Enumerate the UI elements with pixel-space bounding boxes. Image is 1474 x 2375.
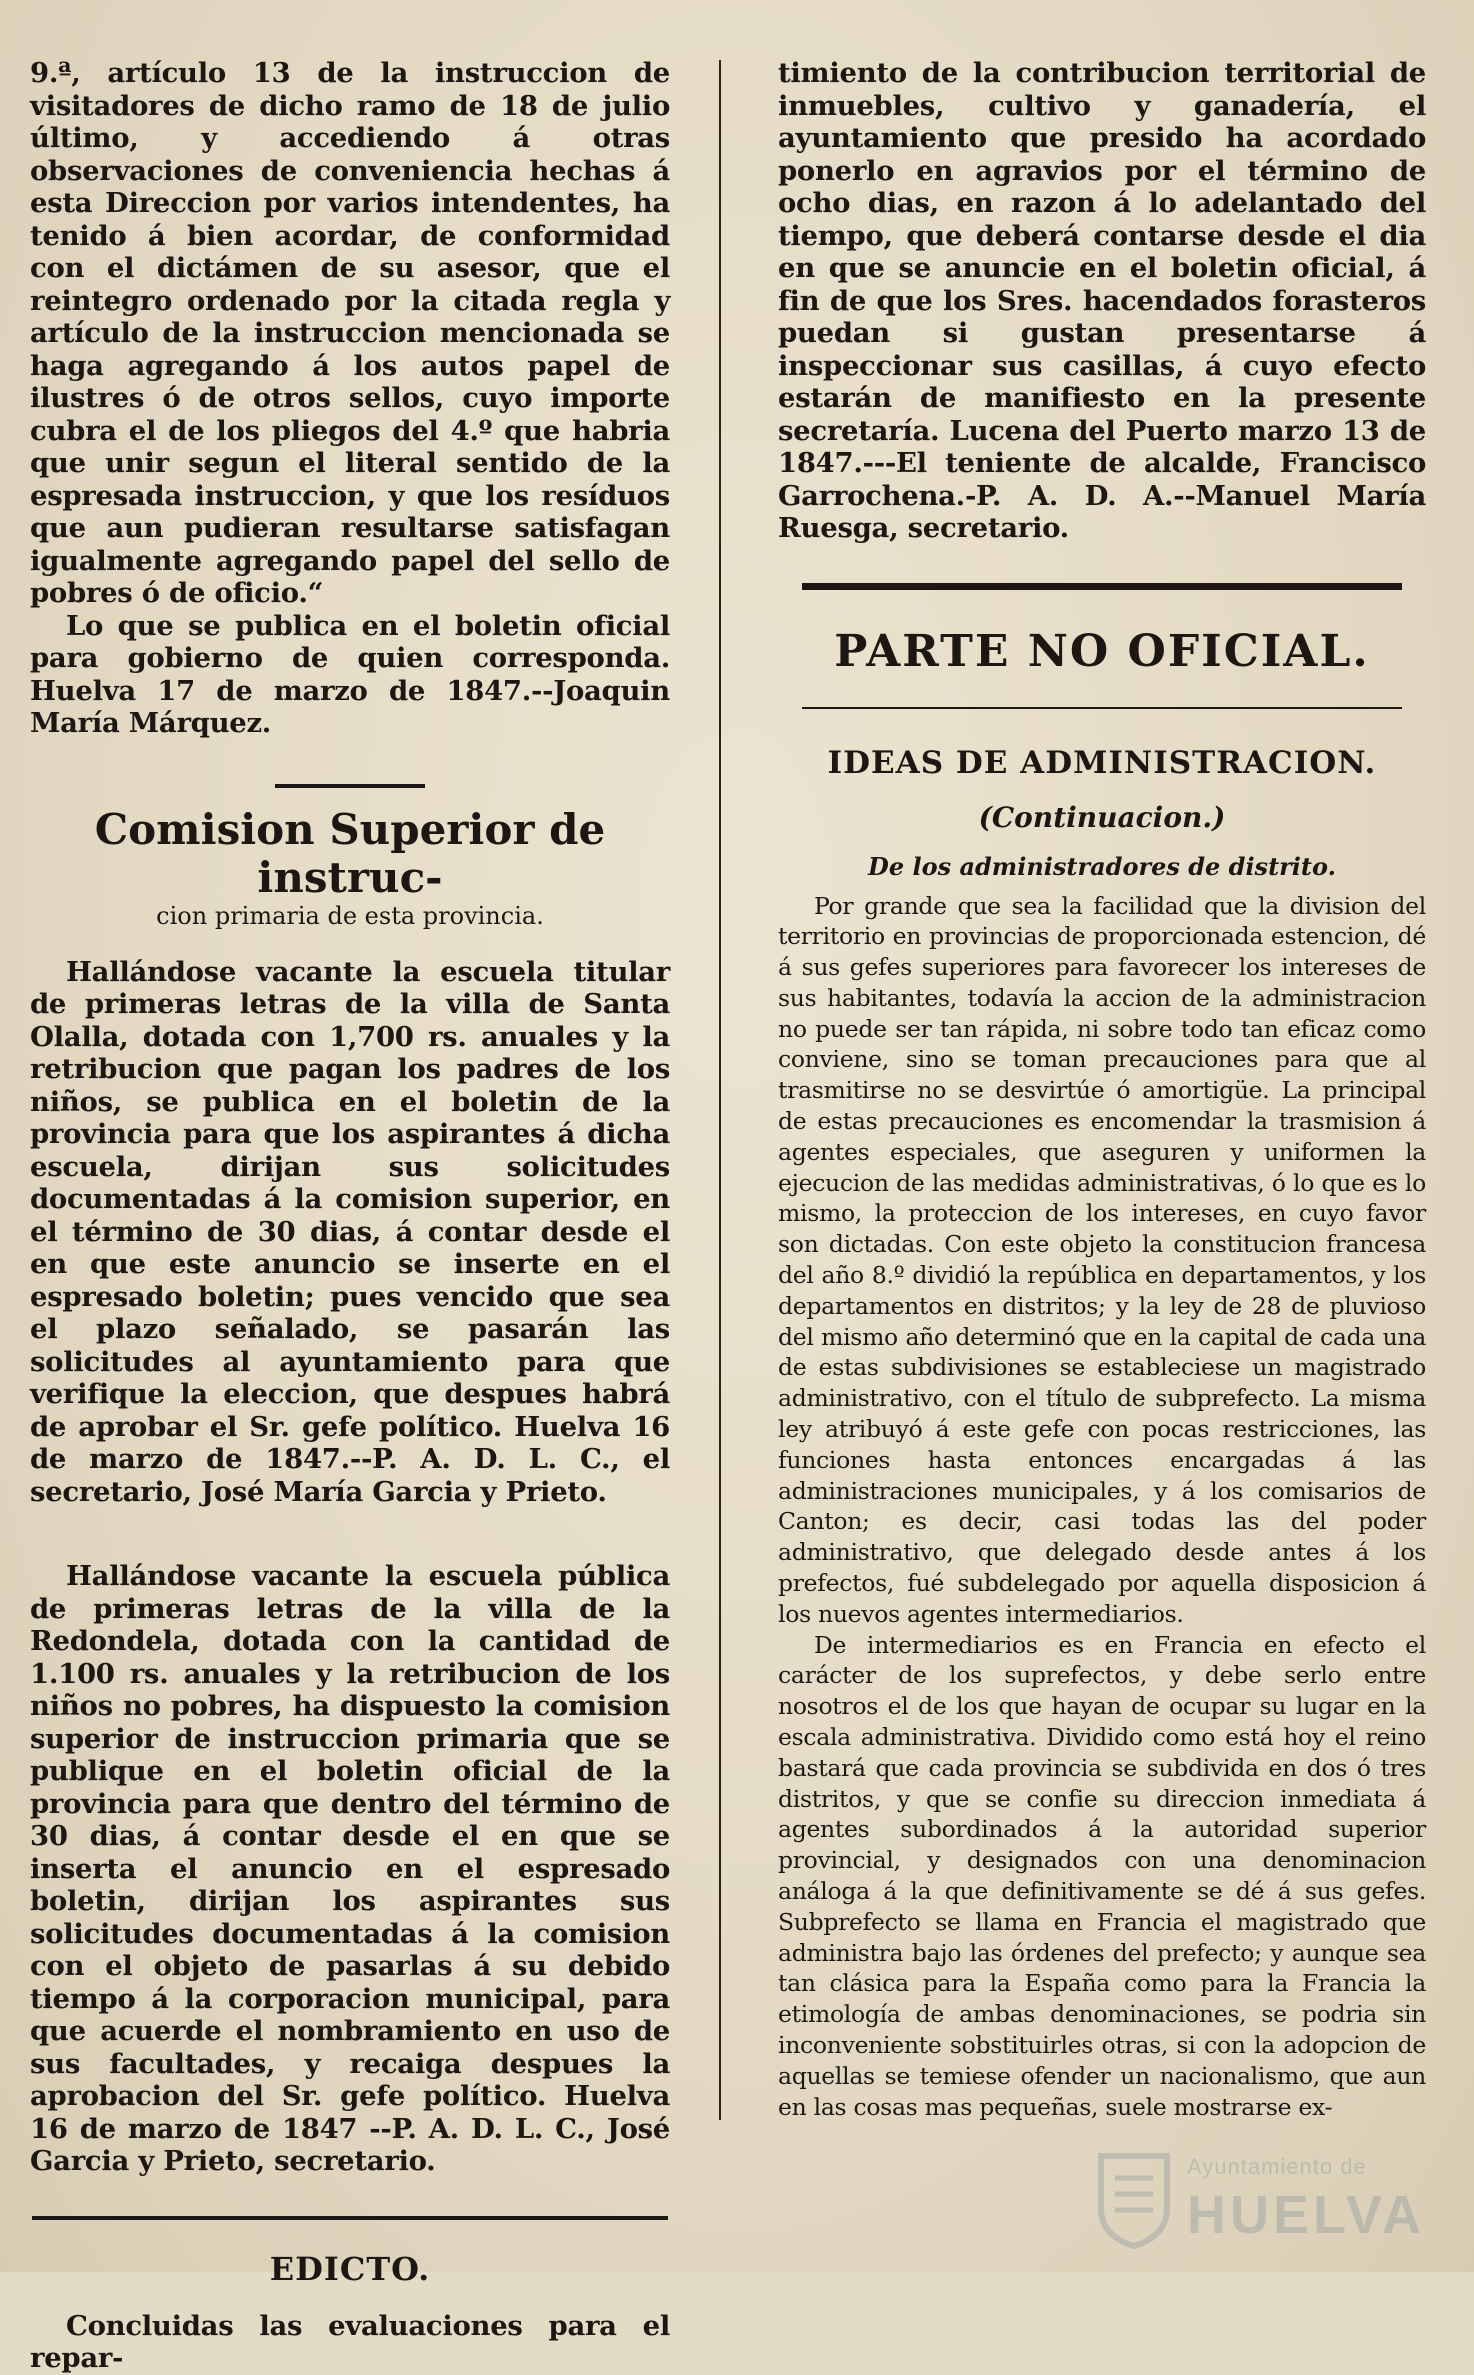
- section-rule: [275, 784, 425, 788]
- comision-subtitle: cion primaria de esta provincia.: [156, 901, 544, 930]
- left-column: [30, 45, 670, 2375]
- publication-note: Lo que se publica en el boletin oficial para gobierno de quien corresponda. Huelva 17 de marzo de 1847.--Joaquin María Márquez.: [30, 609, 670, 739]
- article-paragraph-1: Por grande que sea la facilidad que la division del territorio en provincias de proporcionada estencion, dé á sus gefes superiores para favorecer los intereses de sus habitantes, todavía la accion de la administracion no puede ser tan rápida, ni sobre todo tan eficaz como conviene, sino se toman precauciones para que al trasmitirse no se desvirtúe ó amortigüe. La principal de estas precauciones es encomendar la trasmision á agentes especiales, que aseguren y uniformen la ejecucion de las medidas administrativas, ó lo que es lo mismo, la proteccion de los intereses, en cuyo favor son dictadas. Con este objeto la constitucion francesa del año 8.º dividió la república en departamentos, y los departamentos en distritos; y la ley de 28 de pluvioso del mismo año determinó que en la capital de cada una de estas subdivisiones se estableciese un magistrado administrativo, con el título de subprefecto. La misma ley atribuyó á este gefe con pocas restricciones, las funciones hasta entonces encargadas á las administraciones municipales, y á los comisarios de Canton; es decir, casi todas las del poder administrativo, que delegado desde antes á los prefectos, fué subdelegado por aquella disposicion á los nuevos agentes intermediarios.: [778, 891, 1426, 1628]
- right-column: [778, 45, 1426, 2122]
- notice-redondela: Hallándose vacante la escuela pública de primeras letras de la villa de la Redondela, dotada con la cantidad de 1.100 rs. anuales y la retribucion de los niños no pobres, ha dispuesto la comision superior de instruccion primaria que se publique en el boletin oficial de la provincia para que dentro del término de 30 dias, á contar desde el en que se inserta el anuncio en el espresado boletin, dirijan los aspirantes sus solicitudes documentadas á la comision con el objeto de pasarlas á su debido tiempo á la corporacion municipal, para que acuerde el nombramiento en uso de sus facultades, y recaiga despues la aprobacion del Sr. gefe político. Huelva 16 de marzo de 1847 --P. A. D. L. C., José Garcia y Prieto, secretario.: [30, 1560, 670, 2177]
- decree-continuation: 9.ª, artículo 13 de la instruccion de visitadores de dicho ramo de 18 de julio último, y accediendo á otras observaciones de conveniencia hechas á esta Direccion por varios intendentes, ha tenido á bien acordar, de conformidad con el dictámen de su asesor, que el reintegro ordenado por la citada regla y artículo de la instruccion mencionada se haga agregando á los autos papel de ilustres ó de otros sellos, cuyo importe cubra el de los pliegos del 4.º que habria que unir segun el literal sentido de la espresada instruccion, y que los resíduos que aun pudieran resultarse satisfagan igualmente agregando papel del sello de pobres ó de oficio.“: [30, 57, 670, 609]
- section-rule-heavy: [802, 583, 1402, 590]
- watermark-line-2: HUELVA: [1187, 2185, 1425, 2245]
- article-paragraph-2: De intermediarios es en Francia en efecto el carácter de los suprefectos, y debe serlo entre nosotros el de los que hayan de ocupar su lugar en la escala administrativa. Dividido como está hoy el reino bastará que cada provincia se subdivida en dos ó tres distritos, y que se confie su direccion inmediata á agentes subordinados á la autoridad superior provincial, y designados con una denominacion análoga á la que definitivamente se dé á sus gefes. Subprefecto se llama en Francia el magistrado que administra bajo las órdenes del prefecto; y aunque sea tan clásica para la España como para la Francia la etimología de ambas denominaciones, se podria sin inconveniente sobstituirles otras, si con la adopcion de aquellas se temiese ofender un nacionalismo, que aun en las cosas mas pequeñas, suele mostrarse ex-: [778, 1630, 1426, 2121]
- column-divider: [719, 60, 721, 2120]
- ideas-title: IDEAS DE ADMINISTRACION.: [827, 744, 1377, 781]
- edicto-title: EDICTO.: [269, 2249, 431, 2288]
- section-rule-thin: [802, 707, 1402, 709]
- notice-santa-olalla: Hallándose vacante la escuela titular de primeras letras de la villa de Santa Olalla, dotada con 1,700 rs. anuales y la retribucion que pagan los padres de los niños, se publica en el boletin de la provincia para que los aspirantes á dicha escuela, dirijan sus solicitudes documentadas á la comision superior, en el término de 30 dias, á contar desde el en que este anuncio se inserte en el espresado boletin; pues vencido que sea el plazo señalado, se pasarán las solicitudes al ayuntamiento para que verifique la eleccion, que despues habrá de aprobar el Sr. gefe político. Huelva 16 de marzo de 1847.--P. A. D. L. C., el secretario, José María Garcia y Prieto.: [30, 955, 670, 1508]
- edicto-start: Concluidas las evaluaciones para el repar-: [30, 2309, 670, 2374]
- parte-no-oficial-title: PARTE NO OFICIAL.: [834, 625, 1370, 677]
- city-shield-icon: [1095, 2150, 1173, 2250]
- continuacion-label: (Continuacion.): [978, 800, 1226, 834]
- section-rule-wide: [32, 2216, 668, 2220]
- comision-title: Comision Superior de instruc-: [94, 804, 606, 902]
- archive-watermark: [1095, 2150, 1455, 2250]
- edicto-continuation: timiento de la contribucion territorial de inmuebles, cultivo y ganadería, el ayuntamiento que presido ha acordado ponerlo en agravios por el término de ocho dias, en razon á lo adelantado del tiempo, que deberá contarse desde el dia en que se anuncie en el boletin oficial, á fin de que los Sres. hacendados forasteros puedan si gustan presentarse á inspeccionar sus casillas, á cuyo efecto estarán de manifiesto en la presente secretaría. Lucena del Puerto marzo 13 de 1847.---El teniente de alcalde, Francisco Garrochena.-P. A. D. A.--Manuel María Ruesga, secretario.: [778, 57, 1426, 544]
- watermark-line-1: Ayuntamiento de: [1187, 2154, 1367, 2179]
- article-subtitle: De los administradores de distrito.: [868, 851, 1336, 881]
